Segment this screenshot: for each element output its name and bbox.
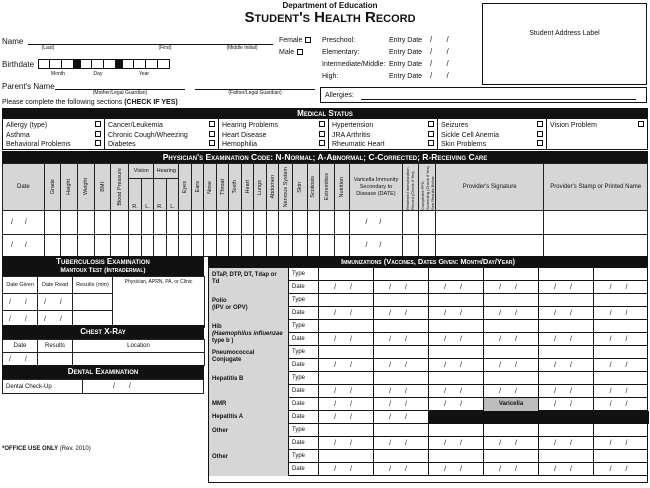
tb-subtitle: Mantoux Test (Intradermal) <box>60 267 146 274</box>
condition-label: Cancer/Leukemia <box>108 122 163 129</box>
vaccine-type-cell[interactable] <box>429 320 484 333</box>
vaccine-date-cell[interactable]: / / <box>429 437 484 450</box>
vaccine-date-cell[interactable]: / / <box>319 281 374 294</box>
vaccine-date-cell[interactable]: / / <box>609 401 634 408</box>
vaccine-date-cell[interactable]: / / <box>539 359 594 372</box>
vaccine-row <box>209 372 647 398</box>
vaccine-type-row <box>289 320 647 333</box>
school-level-label: High: <box>322 73 339 80</box>
vaccine-type-cell[interactable] <box>539 268 594 281</box>
vaccine-row <box>209 320 647 346</box>
vaccine-date-cell[interactable]: / / <box>319 398 374 411</box>
vaccine-date-cell[interactable] <box>539 411 594 424</box>
school-level-label: Intermediate/Middle: <box>322 61 386 68</box>
condition-checkbox[interactable] <box>209 140 215 146</box>
vaccine-date-cell[interactable]: / / <box>539 398 594 411</box>
vaccine-type-cell[interactable] <box>539 424 594 437</box>
day-caption: Day <box>93 71 103 77</box>
vision-right: R. <box>129 178 142 210</box>
vaccine-date-cell[interactable]: / / <box>374 411 429 424</box>
vaccine-date-cell[interactable] <box>429 411 484 424</box>
vaccine-date-cell[interactable]: / / <box>319 307 374 320</box>
entry-date-label: Entry Date <box>389 73 423 80</box>
vaccine-date-cell[interactable] <box>484 411 539 424</box>
vaccine-date-cell[interactable]: / / <box>484 437 539 450</box>
tb-row[interactable]: / / / / <box>3 294 205 311</box>
vaccine-date-cell[interactable]: / / <box>609 284 634 291</box>
date-label: Date <box>289 437 319 450</box>
vaccine-date-cell[interactable]: / / <box>539 437 594 450</box>
entry-date-field[interactable]: / / <box>430 59 455 68</box>
vaccine-date-cell[interactable]: / / <box>429 333 484 346</box>
vaccine-date-row <box>289 437 647 450</box>
col-date: Date <box>3 164 45 211</box>
vaccine-type-cell[interactable] <box>484 372 539 385</box>
col-grade: Grade <box>44 164 61 211</box>
vaccine-date-cell[interactable]: / / <box>539 281 594 294</box>
condition-checkbox[interactable] <box>95 140 101 146</box>
varicella-label: Varicella <box>484 398 539 411</box>
vaccine-type-cell[interactable] <box>429 294 484 307</box>
condition-label: Hemophilia <box>222 141 258 148</box>
vaccine-name: Hepatitis A <box>209 411 289 424</box>
col-weight: Weight <box>78 164 95 211</box>
condition-label: Asthma <box>6 131 30 139</box>
col-nervous-system: Nervous System <box>279 164 293 211</box>
medical-col <box>547 119 647 149</box>
vaccine-date-cell[interactable]: / / <box>484 281 539 294</box>
col-throat: Throat <box>216 164 229 211</box>
vaccine-name: Polio (IPV or OPV) <box>209 294 289 320</box>
immunizations-header: Immunizations (Vaccines, Dates Given: Month/Day/Year) <box>208 256 648 268</box>
entry-date-label: Entry Date <box>389 61 423 68</box>
tb-col-results: Results (mm) <box>73 277 113 294</box>
vaccine-date-row <box>289 411 647 424</box>
exam-row[interactable] <box>3 211 648 235</box>
col-skin: Skin <box>293 164 308 211</box>
medical-col <box>3 119 105 149</box>
vaccine-type-cell[interactable] <box>319 346 374 359</box>
name-label: Name <box>2 37 24 46</box>
first-name-caption: (First) <box>158 45 172 51</box>
vaccine-date-cell[interactable]: / / <box>609 310 634 317</box>
condition-checkbox[interactable] <box>537 121 543 127</box>
vaccine-date-cell[interactable]: / / <box>374 437 429 450</box>
vaccine-type-cell[interactable] <box>594 346 649 359</box>
vaccine-date-cell[interactable]: / / <box>609 440 634 447</box>
vaccine-date-row <box>289 385 647 398</box>
type-label: Type <box>289 268 319 281</box>
male-checkbox[interactable] <box>279 49 303 56</box>
vaccine-date-cell[interactable]: / / <box>539 307 594 320</box>
vaccine-name: Pneumococcal Conjugate <box>209 346 289 372</box>
allergies-box[interactable] <box>320 87 647 103</box>
vaccine-date-cell[interactable]: / / <box>374 307 429 320</box>
vaccine-name: Other <box>209 424 289 450</box>
vaccine-date-cell[interactable] <box>594 411 649 424</box>
type-label: Type <box>289 450 319 463</box>
medical-col <box>438 119 547 149</box>
footer-note <box>2 446 91 452</box>
vaccine-date-cell[interactable]: / / <box>319 411 374 424</box>
vaccine-type-cell[interactable] <box>319 372 374 385</box>
middle-initial-caption: (Middle Initial) <box>226 45 258 51</box>
vaccine-row <box>209 411 647 424</box>
vaccine-date-cell[interactable]: / / <box>539 333 594 346</box>
vaccine-type-cell[interactable] <box>539 450 594 463</box>
vaccine-date-cell[interactable]: / / <box>374 281 429 294</box>
vaccine-type-cell[interactable] <box>539 346 594 359</box>
male-label: Male <box>279 49 295 56</box>
physician-exam-header: Physician's Examination Code: N-Normal; A-Abnormal; C-Corrected; R-Receiving Care <box>2 151 648 163</box>
allergies-label: Allergies: <box>325 92 354 99</box>
entry-date-label: Entry Date <box>389 37 423 44</box>
dental-header: Dental Examination <box>2 365 204 379</box>
vaccine-type-cell[interactable] <box>594 450 649 463</box>
vaccine-date-row <box>289 398 647 411</box>
vaccine-type-cell[interactable] <box>539 294 594 307</box>
condition-label: Diabetes <box>108 141 136 148</box>
entry-date-field[interactable]: / / <box>430 71 455 80</box>
col-nose: Nose <box>204 164 217 211</box>
instruction-label: Please complete the following sections <box>2 99 123 106</box>
col-height: Height <box>61 164 78 211</box>
condition-checkbox[interactable] <box>537 140 543 146</box>
vaccine-row <box>209 424 647 450</box>
condition-checkbox[interactable] <box>319 140 325 146</box>
col-teeth: Teeth <box>229 164 242 211</box>
vaccine-name: MMR <box>209 398 289 411</box>
condition-checkbox[interactable] <box>428 121 434 127</box>
tb-col-date-given: Date Given <box>3 277 38 294</box>
vaccine-type-cell[interactable] <box>374 294 429 307</box>
vaccine-date-row <box>289 359 647 372</box>
date-label: Date <box>289 385 319 398</box>
birthdate-label: Birthdate <box>2 60 35 69</box>
vaccine-type-cell[interactable] <box>594 424 649 437</box>
vaccine-type-cell[interactable] <box>484 450 539 463</box>
female-label: Female <box>279 37 303 44</box>
vaccine-date-cell[interactable]: / / <box>374 463 429 476</box>
xray-header: Chest X-Ray <box>2 325 204 339</box>
vaccine-date-row <box>289 307 647 320</box>
vaccine-type-cell[interactable] <box>374 346 429 359</box>
condition-label: JRA Arthritis <box>332 131 371 139</box>
col-completed-ppd: Completed PPD Screening (Check if Yes) See Results Below <box>419 164 436 211</box>
condition-checkbox[interactable] <box>209 121 215 127</box>
vaccine-type-cell[interactable] <box>374 424 429 437</box>
vaccine-type-cell[interactable] <box>319 320 374 333</box>
page-title: Student's Health Record <box>244 9 416 26</box>
birthdate-boxes[interactable] <box>38 59 170 69</box>
type-label: Type <box>289 294 319 307</box>
vaccine-date-cell[interactable]: / / <box>539 385 594 398</box>
vaccine-type-cell[interactable] <box>319 450 374 463</box>
vaccine-type-cell[interactable] <box>374 320 429 333</box>
col-extremities: Extremities <box>320 164 335 211</box>
col-lungs: Lungs <box>254 164 267 211</box>
hearing-right: R. <box>154 178 167 210</box>
vaccine-type-cell[interactable] <box>594 294 649 307</box>
vaccine-type-cell[interactable] <box>594 372 649 385</box>
vaccine-name: DTaP, DTP, DT, Tdap or Td <box>209 268 289 294</box>
medical-col <box>219 119 329 149</box>
vaccine-type-cell[interactable] <box>484 268 539 281</box>
instruction-text <box>2 99 178 106</box>
father-caption: (Father/Legal Guardian) <box>228 90 282 96</box>
revision-label: (Rev. 2010) <box>59 446 91 452</box>
col-varicella: Varicella Immunity Secondary to Disease (DATE) <box>350 164 402 211</box>
medical-status-grid <box>2 119 648 150</box>
vaccine-type-cell[interactable] <box>374 268 429 281</box>
xray-col-location: Location <box>73 340 205 353</box>
vaccine-date-cell[interactable]: / / <box>484 333 539 346</box>
vaccine-date-cell[interactable]: / / <box>319 463 374 476</box>
condition-label: Behavioral Problems <box>6 141 71 148</box>
vaccine-date-cell[interactable]: / / <box>484 359 539 372</box>
col-heart: Heart <box>241 164 254 211</box>
office-use-only: *OFFICE USE ONLY <box>2 446 59 452</box>
school-entry-list <box>322 37 482 85</box>
col-nutrition: Nutrition <box>334 164 350 211</box>
vaccine-date-cell[interactable]: / / <box>609 362 634 369</box>
condition-label: Rheumatic Heart <box>332 141 385 148</box>
xray-table <box>2 339 205 366</box>
vaccine-type-row <box>289 450 647 463</box>
exam-date-field[interactable]: / / <box>3 211 45 235</box>
col-blood-pressure: Blood Pressure <box>111 164 129 211</box>
condition-checkbox[interactable] <box>428 140 434 146</box>
vaccine-date-cell[interactable]: / / <box>319 437 374 450</box>
dental-date-field[interactable]: / / <box>83 380 204 394</box>
vaccine-row <box>209 294 647 320</box>
month-caption: Month <box>51 71 65 77</box>
col-abdomen: Abdomen <box>266 164 279 211</box>
vaccine-row <box>209 346 647 372</box>
vaccine-date-cell[interactable]: / / <box>539 463 594 476</box>
vaccine-type-cell[interactable] <box>374 450 429 463</box>
col-stamp: Provider's Stamp or Printed Name <box>544 164 648 211</box>
col-ears: Ears <box>191 164 204 211</box>
vaccine-type-cell[interactable] <box>429 424 484 437</box>
tb-table <box>2 276 205 328</box>
dental-checkup-label: Dental Check-Up <box>3 380 83 394</box>
type-label: Type <box>289 424 319 437</box>
vaccine-type-row <box>289 294 647 307</box>
type-label: Type <box>289 320 319 333</box>
vaccine-date-row <box>289 333 647 346</box>
vaccine-date-cell[interactable]: / / <box>484 463 539 476</box>
vaccine-date-cell[interactable]: / / <box>429 359 484 372</box>
entry-date-field[interactable]: / / <box>430 35 455 44</box>
department-label: Department of Education <box>282 1 378 10</box>
vaccine-type-row <box>289 268 647 281</box>
physician-exam-table <box>2 163 648 257</box>
vaccine-row <box>209 450 647 476</box>
female-checkbox[interactable] <box>279 37 311 44</box>
vaccine-name: Hib (Haemophilus influenzae type b ) <box>209 320 289 346</box>
vaccine-date-cell[interactable]: / / <box>609 466 634 473</box>
exam-row[interactable] <box>3 235 648 257</box>
condition-label: Hearing Problems <box>222 122 279 129</box>
school-level-label: Preschool: <box>322 37 356 44</box>
col-reviewed: Reviewed Immunization Record (Check if Yes) <box>402 164 419 211</box>
date-label: Date <box>289 333 319 346</box>
tb-title: Tuberculosis Examination <box>56 257 150 266</box>
mother-caption: (Mother/Legal Guardian) <box>92 90 148 96</box>
varicella-date-field[interactable]: / / <box>350 235 402 257</box>
date-label: Date <box>289 463 319 476</box>
condition-checkbox[interactable] <box>209 131 215 137</box>
vaccine-date-cell[interactable]: / / <box>374 398 429 411</box>
year-caption: Year <box>138 71 150 77</box>
type-label: Type <box>289 372 319 385</box>
vaccine-date-cell[interactable]: / / <box>484 307 539 320</box>
vaccine-type-row <box>289 346 647 359</box>
hearing-left: L. <box>166 178 179 210</box>
col-signature: Provider's Signature <box>435 164 544 211</box>
condition-checkbox[interactable] <box>95 121 101 127</box>
instruction-bold: (CHECK IF YES) <box>124 99 178 106</box>
medical-col <box>105 119 219 149</box>
vaccine-date-cell[interactable]: / / <box>609 336 634 343</box>
tb-col-physician: Physician, APRN, PA, or Clinic <box>113 277 205 328</box>
vision-left: L. <box>141 178 154 210</box>
vaccine-type-cell[interactable] <box>539 320 594 333</box>
vaccine-date-cell[interactable]: / / <box>429 398 484 411</box>
vaccine-type-cell[interactable] <box>429 372 484 385</box>
date-label: Date <box>289 398 319 411</box>
condition-checkbox[interactable] <box>428 131 434 137</box>
condition-checkbox[interactable] <box>638 121 644 127</box>
date-label: Date <box>289 359 319 372</box>
condition-label: Allergy (type) <box>6 122 48 129</box>
vaccine-row <box>209 268 647 294</box>
dental-table <box>2 379 204 394</box>
vaccine-date-cell[interactable]: / / <box>429 307 484 320</box>
vaccine-type-cell[interactable] <box>319 268 374 281</box>
vaccine-date-cell[interactable]: / / <box>319 333 374 346</box>
col-vision: Vision <box>129 164 154 179</box>
vaccine-type-cell[interactable] <box>484 320 539 333</box>
col-hearing: Hearing <box>154 164 179 179</box>
vaccine-date-cell[interactable]: / / <box>484 385 539 398</box>
date-label: Date <box>289 411 319 424</box>
vaccine-type-row <box>289 424 647 437</box>
vaccine-type-cell[interactable] <box>594 320 649 333</box>
vaccine-date-cell[interactable]: / / <box>374 385 429 398</box>
address-label-text: Student Address Label <box>529 30 600 37</box>
vaccine-type-cell[interactable] <box>429 268 484 281</box>
vaccine-date-cell[interactable]: / / <box>429 463 484 476</box>
address-label-box <box>482 3 647 85</box>
vaccine-type-cell[interactable] <box>484 346 539 359</box>
vaccine-type-cell[interactable] <box>319 424 374 437</box>
vaccine-name: Other <box>209 450 289 476</box>
condition-label: Vision Problem <box>550 122 597 129</box>
condition-checkbox[interactable] <box>319 121 325 127</box>
col-bmi: BMI <box>94 164 111 211</box>
vaccine-type-cell[interactable] <box>319 294 374 307</box>
condition-label: Skin Problems <box>441 141 487 148</box>
vaccine-date-cell[interactable]: / / <box>374 333 429 346</box>
varicella-date-field[interactable]: / / <box>350 211 402 235</box>
vaccine-type-cell[interactable] <box>429 450 484 463</box>
tb-row[interactable]: / / / / <box>3 311 205 328</box>
condition-label: Seizures <box>441 122 469 129</box>
vaccine-type-row <box>289 372 647 385</box>
condition-label: Chronic Cough/Wheezing <box>108 131 188 139</box>
vaccine-type-cell[interactable] <box>484 424 539 437</box>
entry-date-field[interactable]: / / <box>430 47 455 56</box>
xray-col-date: Date <box>3 340 38 353</box>
col-scoliosis: Scoliosis <box>307 164 320 211</box>
vaccine-date-cell[interactable]: / / <box>429 281 484 294</box>
vaccine-type-cell[interactable] <box>429 346 484 359</box>
parent-name-label: Parent's Name <box>2 82 55 91</box>
condition-label: Heart Disease <box>222 131 267 139</box>
condition-checkbox[interactable] <box>319 131 325 137</box>
vaccine-type-cell[interactable] <box>539 372 594 385</box>
vaccine-date-row <box>289 463 647 476</box>
date-label: Date <box>289 307 319 320</box>
xray-col-results: Results <box>38 340 73 353</box>
condition-checkbox[interactable] <box>95 131 101 137</box>
tb-header <box>2 256 204 276</box>
vaccine-type-cell[interactable] <box>374 372 429 385</box>
vaccine-date-row <box>289 281 647 294</box>
condition-label: Sickle Cell Anemia <box>441 131 499 139</box>
xray-row[interactable]: / / <box>3 353 205 366</box>
vaccine-date-cell[interactable]: / / <box>374 359 429 372</box>
vaccine-date-cell[interactable]: / / <box>609 388 634 395</box>
tb-col-date-read: Date Read <box>38 277 73 294</box>
medical-status-header: Medical Status <box>2 108 648 119</box>
vaccine-row <box>209 398 647 411</box>
type-label: Type <box>289 346 319 359</box>
entry-date-label: Entry Date <box>389 49 423 56</box>
vaccine-date-cell[interactable]: / / <box>319 385 374 398</box>
vaccine-name: Hepatitis B <box>209 372 289 398</box>
school-level-label: Elementary: <box>322 49 360 56</box>
vaccine-type-cell[interactable] <box>594 268 649 281</box>
last-name-caption: (Last) <box>41 45 55 51</box>
condition-checkbox[interactable] <box>537 131 543 137</box>
immunizations-table <box>208 268 648 483</box>
vaccine-date-cell[interactable]: / / <box>429 385 484 398</box>
medical-col <box>329 119 438 149</box>
date-label: Date <box>289 281 319 294</box>
condition-label: Hypertension <box>332 122 374 129</box>
vaccine-type-cell[interactable] <box>484 294 539 307</box>
col-eyes: Eyes <box>179 164 192 211</box>
exam-date-field[interactable]: / / <box>3 235 45 257</box>
vaccine-date-cell[interactable]: / / <box>319 359 374 372</box>
